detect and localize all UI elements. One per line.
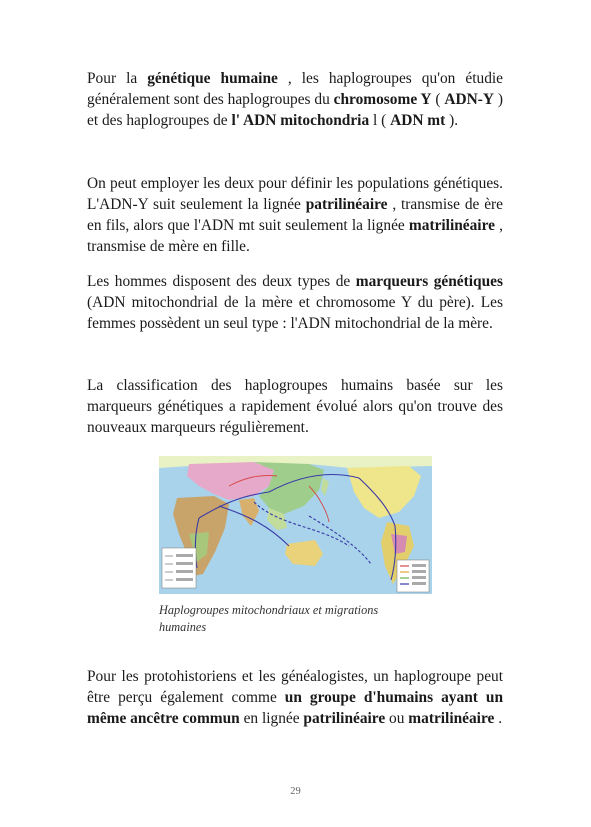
page-number: 29 <box>290 786 301 797</box>
text-run: ). <box>445 111 459 129</box>
bold-term: un groupe d'humains ayant un même ancêtre commun <box>87 688 504 727</box>
paragraph-5 <box>87 667 503 730</box>
bold-term: patrilinéaire <box>303 709 386 727</box>
bold-term: matrilinéaire <box>408 709 495 727</box>
bold-term: ADN-Y <box>444 90 494 108</box>
text-run: , les haplogroupes qu'on étudie généralement sont des haplogroupes du <box>87 70 503 108</box>
text-run: Pour la <box>87 70 148 87</box>
bold-term: chromosome Y <box>333 90 432 108</box>
bold-term: patrilinéaire <box>305 195 388 213</box>
text-run: (ADN mitochondrial de la mère et chromosome Y du père). Les femmes possèdent un seul type : l'ADN mitochondrial de la mère. <box>87 293 503 332</box>
text-run: La classification des haplogroupes humains basée sur les marqueurs génétiques a rapidement évolué alors qu'on trouve des nouveaux marqueurs régulièrement. <box>87 377 503 436</box>
world-map-illustration <box>159 456 432 594</box>
figure-caption: Haplogroupes mitochondriaux et migrations humaines <box>159 603 379 634</box>
paragraph-2 <box>87 174 503 258</box>
text-run: Les hommes disposent des deux types de <box>87 273 356 290</box>
haplogroup-migration-map <box>159 456 432 594</box>
text-run: ou <box>385 709 409 727</box>
text-run: ( <box>431 90 445 108</box>
paragraph-4 <box>87 376 503 439</box>
paragraph-3 <box>87 272 503 335</box>
text-run: l ( <box>369 111 391 129</box>
text-run: , transmise de mère en fille. <box>87 216 503 255</box>
bold-term: l' ADN mitochondria <box>231 111 370 129</box>
bold-term: génétique humaine <box>147 70 278 87</box>
text-run: , transmise de ère en fils, alors que l'ADN mt suit seulement la lignée <box>87 195 503 234</box>
text-run: On peut employer les deux pour définir les populations génétiques. L'ADN-Y suit seulement la lignée <box>87 175 503 213</box>
text-run: en lignée <box>239 709 304 727</box>
text-run: . <box>494 709 503 727</box>
text-run: ) et des haplogroupes de <box>87 90 503 129</box>
bold-term: matrilinéaire <box>408 216 495 234</box>
bold-term: ADN mt <box>390 111 446 129</box>
text-run: Pour les protohistoriens et les généalogistes, un haplogroupe peut être perçu également comme <box>87 668 503 706</box>
paragraph-1 <box>87 69 503 132</box>
bold-term: marqueurs génétiques <box>355 273 503 290</box>
